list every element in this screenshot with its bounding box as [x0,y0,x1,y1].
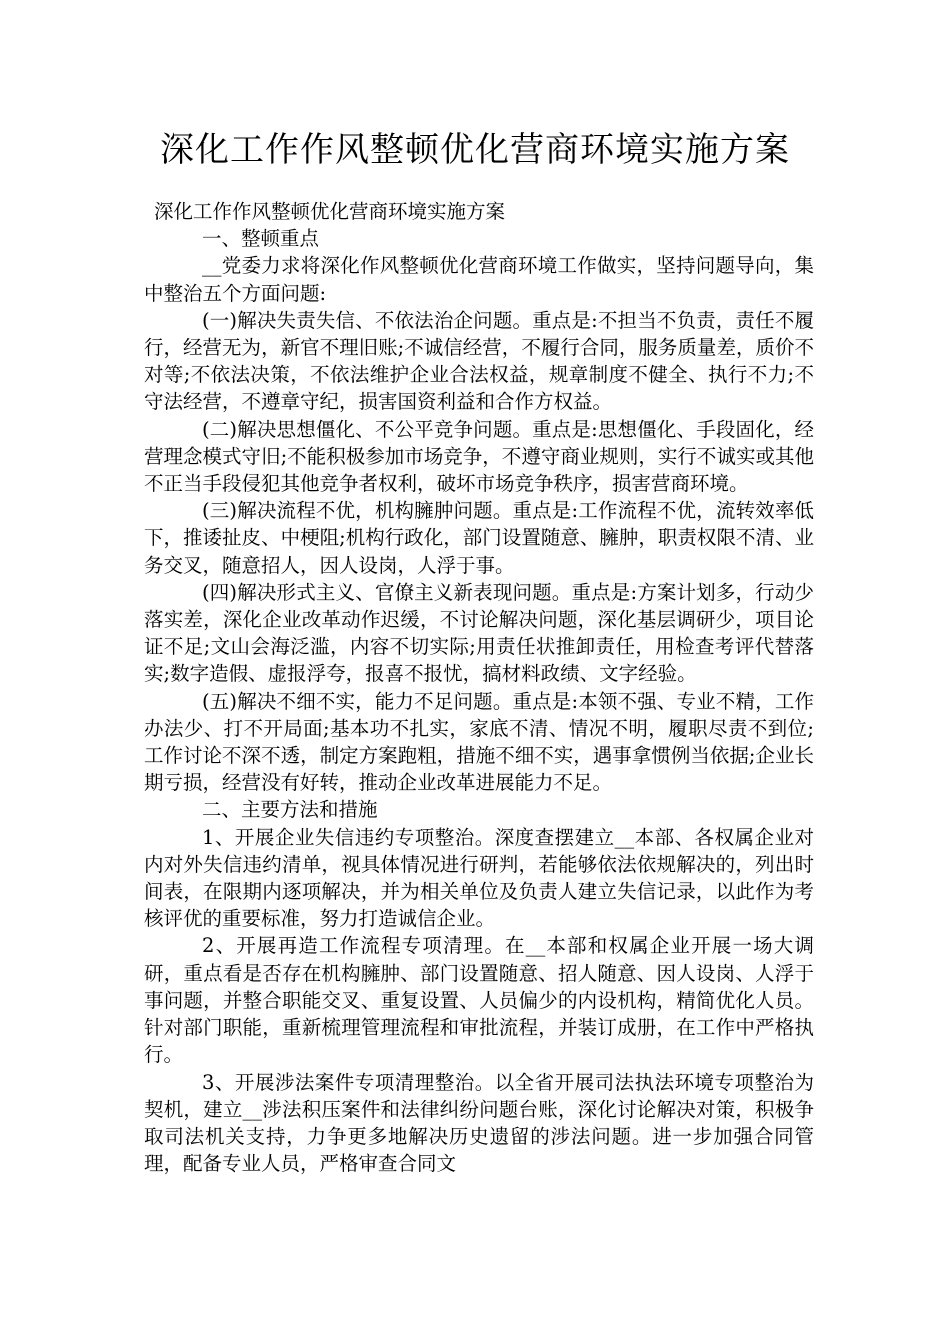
section-heading-1: 一、整顿重点 [202,227,320,251]
document-title: 深化工作作风整顿优化营商环境实施方案 [160,130,790,170]
paragraph-item-4: (四)解决形式主义、官僚主义新表现问题。重点是:方案计划多，行动少落实差，深化企业改革动作迟缓，不讨论解决问题，深化基层调研少，项目论证不足;文山会海泛滥，内容不切实际;用责任状推卸责任，用检查考评代替落实;数字造假、虚报浮夸，报喜不报忧，搞材料政绩、文字经验。 [144,580,814,686]
paragraph-item-3: (三)解决流程不优，机构臃肿问题。重点是:工作流程不优，流转效率低下，推诿扯皮、中梗阻;机构行政化，部门设置随意、臃肿，职责权限不清、业务交叉，随意招人，因人设岗，人浮于事。 [144,499,814,577]
paragraph-item-1: (一)解决失责失信、不依法治企问题。重点是:不担当不负责，责任不履行，经营无为，新官不理旧账;不诚信经营，不履行合同，服务质量差，质价不对等;不依法决策，不依法维护企业合法权益，规章制度不健全、执行不力;不守法经营，不遵章守纪，损害国资利益和合作方权益。 [144,308,814,414]
paragraph-measure-1: 1、开展企业失信违约专项整治。深度查摆建立__本部、各权属企业对内对外失信违约清单，视具体情况进行研判，若能够依法依规解决的，列出时间表，在限期内逐项解决，并为相关单位及负责人建立失信记录，以此作为考核评优的重要标准，努力打造诚信企业。 [144,825,814,931]
document-subtitle: 深化工作作风整顿优化营商环境实施方案 [154,200,506,223]
paragraph-measure-3: 3、开展涉法案件专项清理整治。以全省开展司法执法环境专项整治为契机，建立__涉法积压案件和法律纠纷问题台账，深化讨论解决对策，积极争取司法机关支持，力争更多地解决历史遗留的涉法问题。进一步加强合同管理，配备专业人员，严格审查合同文 [144,1070,814,1176]
document-body [144,198,814,1177]
section-heading-2: 二、主要方法和措施 [202,798,378,822]
paragraph-measure-2: 2、开展再造工作流程专项清理。在__本部和权属企业开展一场大调研，重点看是否存在机构臃肿、部门设置随意、招人随意、因人设岗、人浮于事问题，并整合职能交叉、重复设置、人员偏少的内设机构，精简优化人员。针对部门职能，重新梳理管理流程和审批流程，并装订成册，在工作中严格执行。 [144,934,814,1067]
paragraph-intro: __党委力求将深化作风整顿优化营商环境工作做实，坚持问题导向，集中整治五个方面问题: [144,254,814,305]
paragraph-item-2: (二)解决思想僵化、不公平竞争问题。重点是:思想僵化、手段固化，经营理念模式守旧;不能积极参加市场竞争，不遵守商业规则，实行不诚实或其他不正当手段侵犯其他竞争者权利，破坏市场竞争秩序，损害营商环境。 [144,417,814,496]
paragraph-item-5: (五)解决不细不实，能力不足问题。重点是:本领不强、专业不精，工作办法少、打不开局面;基本功不扎实，家底不清、情况不明，履职尽责不到位;工作讨论不深不透，制定方案跑粗，措施不细不实，遇事拿惯例当依据;企业长期亏损，经营没有好转，推动企业改革进展能力不足。 [144,689,814,795]
